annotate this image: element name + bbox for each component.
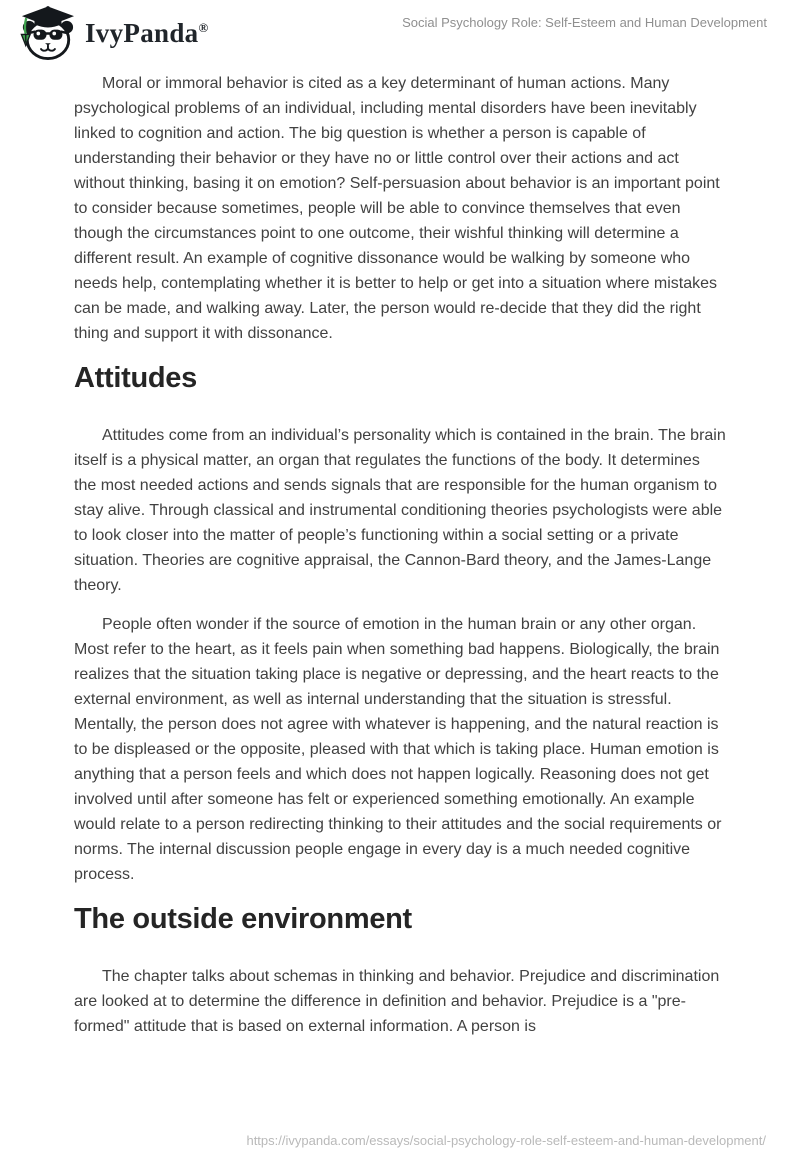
registered-trademark: ® [198,19,209,35]
panda-graduate-icon [18,5,76,61]
page-header-title: Social Psychology Role: Self-Esteem and Human Development [402,15,767,30]
body-paragraph-emotion-source: People often wonder if the source of emotion in the human brain or any other organ. Most refer to the heart, as it feels pain when something bad happens. Biologically, the brain realizes that the situation taking place is negative or depressing, and the heart reacts to the external environment, as well as internal understanding that the situation is stressful. Mentally, the person does not agree with whatever is happening, and the natural reaction is to be displeased or the opposite, pleased with that which is taking place. Human emotion is anything that a person feels and which does not happen logically. Reasoning does not get involved until after someone has felt or experienced something emotionally. An example would relate to a person redirecting thinking to their attitudes and the social requirements or norms. The internal discussion people engage in every day is a much needed cognitive process. [74,616,722,883]
heading-outside-environment: The outside environment [74,903,412,935]
body-paragraph-moral-behavior: Moral or immoral behavior is cited as a key determinant of human actions. Many psychological problems of an individual, including mental disorders have been inevitably linked to cognition and action. The big question is whether a person is capable of understanding their behavior or they have no or little control over their actions and act without thinking, basing it on emotion? Self-persuasion about behavior is an important point to consider because sometimes, people will be able to convince themselves that even though the circumstances point to one outcome, their wishful thinking will determine a different result. An example of cognitive dissonance would be walking by someone who needs help, contemplating whether it is better to help or get into a situation where mistakes can be made, and walking away. Later, the person would re-decide that they did the right thing and support it with dissonance. [74,75,720,342]
body-paragraph-schemas-prejudice: The chapter talks about schemas in thinking and behavior. Prejudice and discrimination are looked at to determine the difference in definition and behavior. Prejudice is a "pre-formed" attitude that is based on external information. A person is [74,968,720,1035]
brand-header [18,5,208,61]
body-paragraph-attitudes-brain: Attitudes come from an individual’s personality which is contained in the brain. The brain itself is a physical matter, an organ that regulates the functions of the body. It determines the most needed actions and sends signals that are responsible for the human organism to stay alive. Through classical and instrumental conditioning theories psychologists were able to look closer into the matter of people’s functioning within a social setting or a private situation. Theories are cognitive appraisal, the Cannon-Bard theory, and the James-Lange theory. [74,427,726,594]
heading-attitudes: Attitudes [74,362,197,394]
brand-name: IvyPanda® [85,17,209,48]
essay-body [74,71,726,1053]
source-url-link[interactable]: https://ivypanda.com/essays/social-psychology-role-self-esteem-and-human-development/ [246,1133,766,1148]
